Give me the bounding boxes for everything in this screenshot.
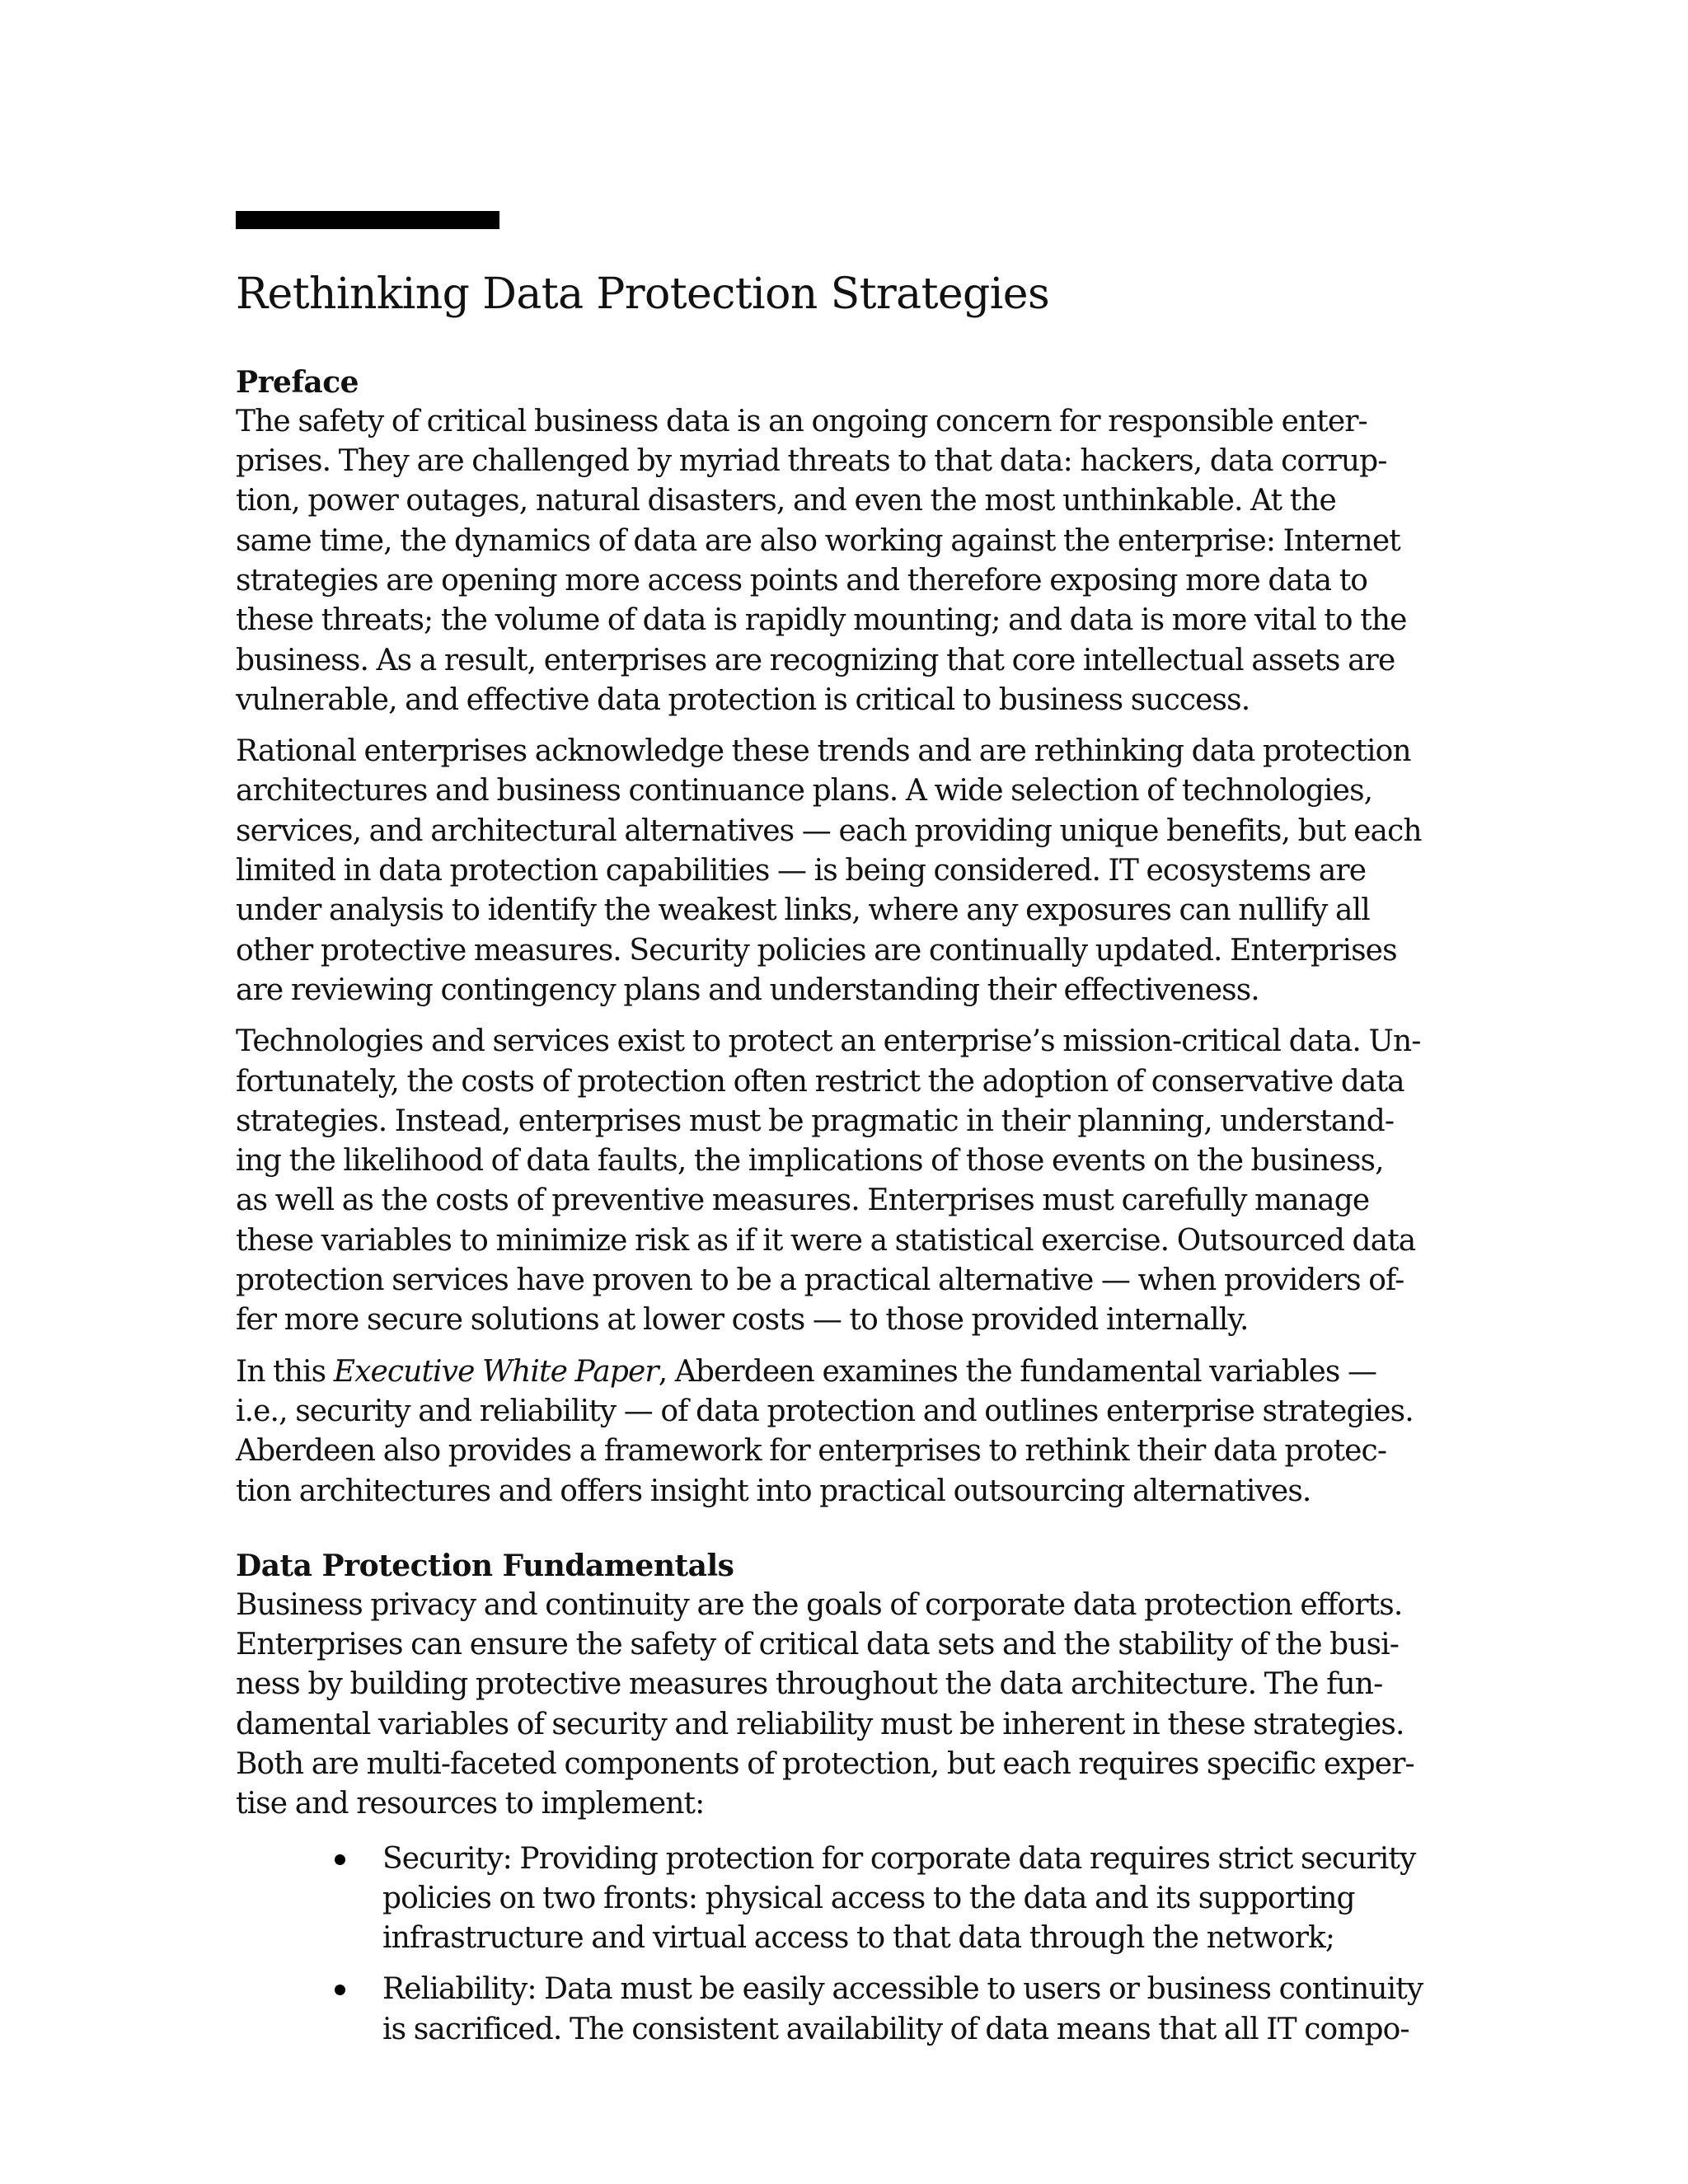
text-line: policies on two fronts: physical access to the data and its supporting: [382, 1881, 1355, 1915]
bullet-reliability: [382, 1970, 1456, 2050]
text-line: damental variables of security and reliability must be inherent in these strategies.: [236, 1707, 1404, 1741]
text-line: strategies are opening more access points and therefore exposing more data to: [236, 563, 1368, 598]
text-line: vulnerable, and effective data protection is critical to business success.: [236, 682, 1250, 717]
preface-paragraph-3: [236, 1022, 1456, 1340]
title-rule: [236, 211, 499, 229]
text-line: strategies. Instead, enterprises must be pragmatic in their planning, understand-: [236, 1104, 1395, 1138]
preface-paragraph-2: [236, 732, 1456, 1010]
text-line: Both are multi-faceted components of protection, but each requires specific exper-: [236, 1747, 1414, 1781]
text-line: fer more secure solutions at lower costs — to those provided internally.: [236, 1303, 1249, 1338]
text-line: Rational enterprises acknowledge these trends and are rethinking data protection: [236, 734, 1411, 769]
text-line: fortunately, the costs of protection often restrict the adoption of conservative data: [236, 1064, 1404, 1099]
preface-paragraph-1: [236, 402, 1456, 720]
text-line: ing the likelihood of data faults, the implications of those events on the business,: [236, 1144, 1384, 1179]
text-line: ness by building protective measures throughout the data architecture. The fun-: [236, 1667, 1383, 1702]
text-line: under analysis to identify the weakest links, where any exposures can nullify all: [236, 893, 1370, 928]
text-line: Business privacy and continuity are the goals of corporate data protection efforts.: [236, 1587, 1403, 1622]
text-line: limited in data protection capabilities — is being considered. IT ecosystems are: [236, 854, 1367, 888]
text-line: same time, the dynamics of data are also working against the enterprise: Internet: [236, 523, 1400, 558]
text-line: these threats; the volume of data is rapidly mounting; and data is more vital to the: [236, 603, 1407, 638]
document-title: Rethinking Data Protection Strategies: [236, 269, 1050, 319]
document-page: [236, 211, 1456, 2050]
text-line: Enterprises can ensure the safety of critical data sets and the stability of the busi-: [236, 1628, 1400, 1662]
text-line: is sacrificed. The consistent availability of data means that all IT compo-: [382, 2012, 1409, 2046]
text-line: Security: Providing protection for corporate data requires strict security: [382, 1841, 1416, 1876]
bullet-dot-icon: [335, 1854, 345, 1865]
text-line: are reviewing contingency plans and understanding their effectiveness.: [236, 972, 1259, 1007]
text-line: Technologies and services exist to protect an enterprise’s mission-critical data. Un-: [236, 1024, 1421, 1059]
text-line: i.e., security and reliability — of data protection and outlines enterprise strategies.: [236, 1394, 1414, 1428]
bullet-security: [382, 1840, 1456, 1959]
text-line: architectures and business continuance plans. A wide selection of technologies,: [236, 774, 1373, 808]
text-line: other protective measures. Security policies are continually updated. Enterprises: [236, 933, 1397, 968]
text-line: protection services have proven to be a practical alternative — when providers of-: [236, 1263, 1404, 1298]
text-line: business. As a result, enterprises are recognizing that core intellectual assets are: [236, 643, 1395, 677]
text-line: Aberdeen also provides a framework for enterprises to rethink their data protec-: [236, 1434, 1387, 1469]
preface-paragraph-4: [236, 1352, 1456, 1511]
text-line: prises. They are challenged by myriad threats to that data: hackers, data corrup-: [236, 444, 1387, 479]
fundamentals-bullet-list: [236, 1840, 1456, 2050]
fundamentals-heading: Data Protection Fundamentals: [236, 1548, 734, 1583]
fundamentals-paragraph: [236, 1586, 1456, 1825]
text-fragment: , Aberdeen examines the fundamental variables —: [658, 1354, 1377, 1389]
text-line: tion architectures and offers insight into practical outsourcing alternatives.: [236, 1474, 1311, 1508]
text-line: tise and resources to implement:: [236, 1787, 705, 1821]
text-fragment: In this: [236, 1354, 334, 1389]
preface-section: [236, 363, 1456, 1511]
text-line: services, and architectural alternatives — each providing unique benefits, but each: [236, 813, 1422, 848]
text-line: these variables to minimize risk as if it were a statistical exercise. Outsourced data: [236, 1223, 1416, 1258]
text-line: as well as the costs of preventive measures. Enterprises must carefully manage: [236, 1183, 1370, 1218]
text-line: The safety of critical business data is an ongoing concern for responsible enter-: [236, 404, 1367, 438]
text-line: Reliability: Data must be easily accessible to users or business continuity: [382, 1972, 1423, 2007]
bullet-dot-icon: [335, 1985, 345, 1995]
publication-title: Executive White Paper: [333, 1354, 659, 1389]
text-line: [236, 1352, 1456, 1392]
preface-heading: Preface: [236, 364, 359, 400]
text-line: infrastructure and virtual access to that data through the network;: [382, 1921, 1335, 1956]
fundamentals-section: [236, 1546, 1456, 2050]
text-line: tion, power outages, natural disasters, and even the most unthinkable. At the: [236, 484, 1336, 518]
